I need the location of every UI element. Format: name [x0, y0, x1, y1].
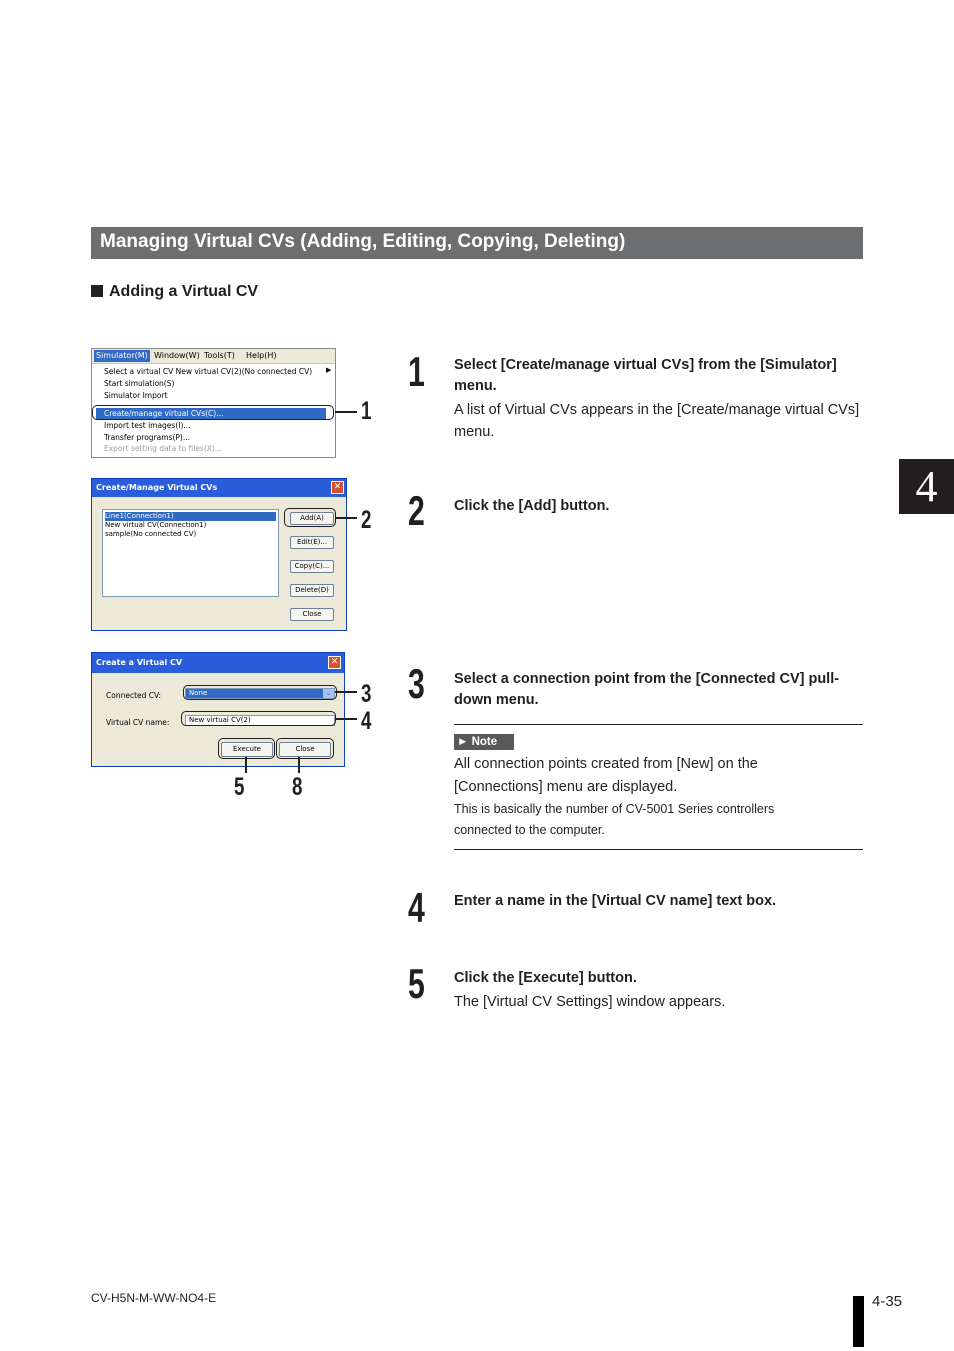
menu-bar [92, 349, 335, 364]
section-title: Managing Virtual CVs (Adding, Editing, Copying, Deleting) [100, 231, 626, 252]
close-button[interactable]: Close [290, 608, 334, 621]
callout-line [245, 757, 247, 773]
close-icon[interactable]: ✕ [328, 656, 341, 669]
menu-item-export-setting-data: Export setting data to files(X)... [104, 444, 222, 453]
highlight-outline [218, 738, 275, 759]
callout-line [298, 757, 300, 773]
connected-cv-label: Connected CV: [106, 691, 162, 700]
step-number: 2 [408, 487, 425, 534]
step-body: A list of Virtual CVs appears in the [Create/manage virtual CVs] menu. [454, 402, 860, 440]
callout-1: 1 [361, 397, 372, 425]
footer-bar [853, 1296, 864, 1347]
step-number: 4 [408, 884, 425, 931]
menu-item-import-test-images[interactable]: Import test images(I)... [104, 421, 191, 430]
note-rule-bottom [454, 849, 863, 850]
callout-line [335, 691, 357, 693]
virtual-cv-name-label: Virtual CV name: [106, 718, 170, 727]
note-text: All connection points created from [New] on the [Connections] menu are displayed. [454, 756, 758, 795]
highlight-outline [181, 711, 336, 726]
step-number: 1 [408, 348, 425, 395]
dialog-title: Create a Virtual CV [92, 653, 344, 673]
callout-line [335, 718, 357, 720]
menu-item-simulator-import[interactable]: Simulator Import [104, 391, 168, 400]
highlight-outline [183, 685, 337, 700]
simulator-menu-screenshot [91, 348, 336, 458]
step-number: 5 [408, 960, 425, 1007]
close-icon[interactable]: ✕ [331, 481, 344, 494]
note-subtext: This is basically the number of CV-5001 Series controllers connected to the computer. [454, 802, 775, 837]
list-item[interactable]: New virtual CV(Connection1) [105, 521, 207, 529]
menu-window[interactable]: Window(W) [154, 351, 200, 360]
list-item[interactable]: sample(No connected CV) [105, 530, 197, 538]
chapter-number: 4 [915, 462, 938, 511]
callout-5: 5 [234, 773, 245, 801]
callout-3: 3 [361, 680, 372, 708]
menu-item-transfer-programs[interactable]: Transfer programs(P)... [104, 433, 190, 442]
callout-4: 4 [361, 707, 372, 735]
virtual-cv-list[interactable] [102, 509, 279, 597]
menu-help[interactable]: Help(H) [246, 351, 277, 360]
submenu-arrow-icon: ▶ [326, 366, 332, 374]
callout-8: 8 [292, 773, 303, 801]
connected-cv-value: None [189, 689, 208, 697]
page-number: 4-35 [872, 1293, 903, 1310]
highlight-outline [276, 738, 334, 759]
list-item[interactable]: Line1(Connection1) [105, 512, 276, 521]
note-label: ► Note [454, 734, 514, 750]
step-body: The [Virtual CV Settings] window appears. [454, 994, 726, 1010]
add-button[interactable]: Add(A) [290, 512, 334, 525]
highlight-outline [92, 405, 334, 420]
callout-line [335, 411, 357, 413]
copy-button[interactable]: Copy(C)... [290, 560, 334, 573]
dialog-title: Create/Manage Virtual CVs [92, 479, 346, 497]
delete-button[interactable]: Delete(D) [290, 584, 334, 597]
highlight-outline [284, 508, 336, 527]
menu-item-select-virtual-cv[interactable]: Select a virtual CV New virtual CV(2)(No connected CV) [104, 367, 313, 376]
create-manage-virtual-cvs-dialog [91, 478, 347, 631]
step-heading: Click the [Add] button. [454, 498, 610, 514]
step-heading: Select a connection point from the [Connected CV] pull-down menu. [454, 671, 840, 708]
step-heading: Select [Create/manage virtual CVs] from the [Simulator] menu. [454, 357, 837, 394]
execute-button[interactable]: Execute [221, 742, 273, 757]
edit-button[interactable]: Edit(E)... [290, 536, 334, 549]
note-rule-top [454, 724, 863, 725]
step-number: 3 [408, 660, 425, 707]
menu-item-start-simulation[interactable]: Start simulation(S) [104, 379, 175, 388]
menu-simulator[interactable]: Simulator(M) [96, 351, 148, 360]
square-bullet-icon [91, 285, 103, 297]
virtual-cv-name-field[interactable]: New virtual CV(2) [185, 715, 335, 726]
close-button[interactable]: Close [279, 742, 331, 757]
step-heading: Enter a name in the [Virtual CV name] text box. [454, 893, 777, 909]
subheading [91, 282, 258, 302]
chevron-down-icon[interactable]: ⌄ [323, 689, 334, 698]
callout-2: 2 [361, 506, 372, 534]
menu-item-create-manage-virtual-cvs[interactable]: Create/manage virtual CVs(C)... [96, 408, 326, 419]
document-code: CV-H5N-M-WW-NO4-E [91, 1291, 217, 1305]
subheading-text: Adding a Virtual CV [109, 283, 259, 300]
step-heading: Click the [Execute] button. [454, 970, 637, 986]
menu-tools[interactable]: Tools(T) [204, 351, 235, 360]
callout-line [335, 517, 357, 519]
